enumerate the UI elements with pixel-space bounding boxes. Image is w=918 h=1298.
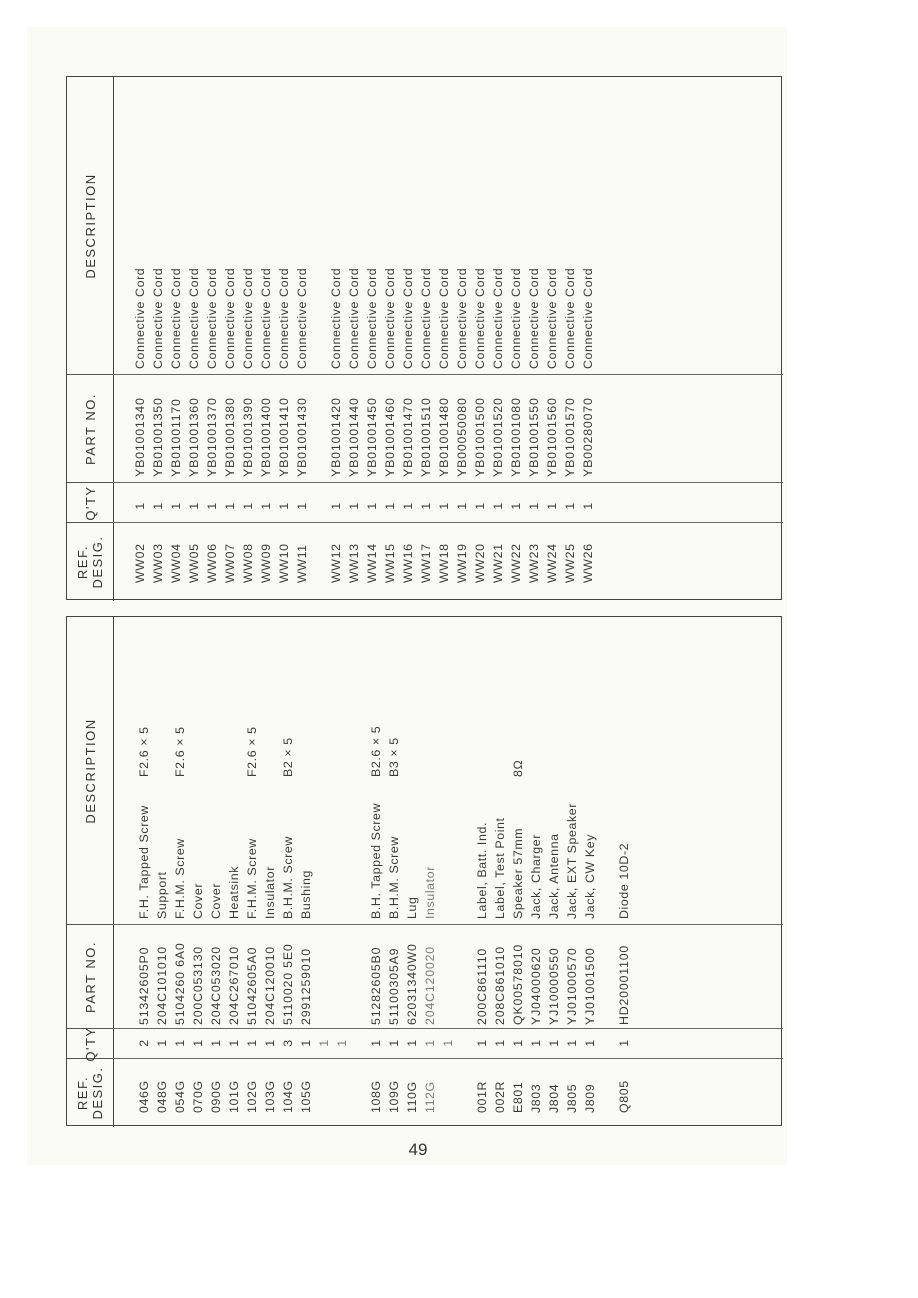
cell-qty: 1: [441, 1039, 455, 1047]
cell-qty: 1: [365, 502, 379, 510]
cell-ref: WW19: [455, 543, 469, 583]
cell-qty: 1: [295, 502, 309, 510]
table-row: [225, 617, 243, 1127]
table-row: [561, 77, 579, 601]
cell-desc: Connective Cord: [223, 267, 237, 369]
cell-desc: Connective Cord: [205, 267, 219, 369]
cell-part: 200C861110: [475, 947, 489, 1025]
cell-qty: 1: [151, 502, 165, 510]
cell-desc: Connective Cord: [241, 267, 255, 369]
cell-qty: 1: [437, 502, 451, 510]
cell-qty: 1: [545, 502, 559, 510]
cell-desc: Label, Batt. Ind.: [475, 822, 489, 919]
table-row: [525, 77, 543, 601]
table-row: [507, 77, 525, 601]
cell-ref: WW12: [329, 543, 343, 583]
cell-part: 62031340W0: [405, 943, 419, 1025]
cell-desc: F.H. Tapped Screw: [137, 805, 151, 919]
table-row: [203, 77, 221, 601]
cell-part: 204C120020: [423, 946, 437, 1025]
cell-ref: 112G: [423, 1081, 437, 1113]
cell-desc: Jack, EXT Speaker: [565, 802, 579, 919]
cell-desc: Insulator: [263, 866, 277, 919]
cell-desc: Connective Cord: [491, 267, 505, 369]
cell-desc: Cover: [209, 882, 223, 919]
table-row: [171, 617, 189, 1127]
header-qty: Q'TY: [67, 1028, 113, 1059]
table-row: [439, 617, 457, 1127]
cell-part: YB01001440: [347, 397, 361, 477]
header-description: DESCRIPTION: [82, 173, 98, 279]
cell-ref: WW13: [347, 543, 361, 583]
cell-part: 5104260 6A0: [173, 942, 187, 1025]
table-row: [315, 617, 333, 1127]
table-row: [527, 617, 545, 1127]
table-row: [453, 77, 471, 601]
cell-qty: 1: [299, 1039, 313, 1047]
cell-part: YB01001470: [401, 397, 415, 477]
table-body: [113, 617, 783, 1127]
cell-ref: WW21: [491, 543, 505, 583]
cell-ref: E801: [511, 1081, 525, 1113]
table-row: [385, 617, 403, 1127]
cell-desc: Connective Cord: [509, 267, 523, 369]
cell-qty: 1: [241, 502, 255, 510]
cell-ref: WW18: [437, 543, 451, 583]
cell-part: 2991259010: [299, 948, 313, 1025]
cell-ref: WW14: [365, 543, 379, 583]
cell-qty: 1: [565, 1039, 579, 1047]
header-ref-desig: REF. DESIG.: [67, 522, 113, 601]
cell-qty: 1: [259, 502, 273, 510]
page-number: 49: [408, 1140, 428, 1159]
cell-ref: WW05: [187, 543, 201, 583]
cell-desc: Connective Cord: [527, 267, 541, 369]
cell-part: YB01001520: [491, 397, 505, 477]
cell-qty: 1: [405, 1039, 419, 1047]
cell-qty: 3: [281, 1039, 295, 1047]
cell-part: YB00280070: [581, 397, 595, 477]
cell-desc: Connective Cord: [563, 267, 577, 369]
cell-ref: J804: [547, 1083, 561, 1113]
cell-ref: 105G: [299, 1080, 313, 1113]
cell-qty: 1: [529, 1039, 543, 1047]
cell-desc: Connective Cord: [383, 267, 397, 369]
table-row: [243, 617, 261, 1127]
cell-ref: 090G: [209, 1080, 223, 1113]
table-row: [367, 617, 385, 1127]
table-row: [257, 77, 275, 601]
table-row: [297, 617, 315, 1127]
table-row: [207, 617, 225, 1127]
table-row: [275, 77, 293, 601]
cell-desc: Connective Cord: [169, 267, 183, 369]
cell-part: YJ01000570: [565, 947, 579, 1025]
cell-qty: 1: [455, 502, 469, 510]
cell-part: 51342605P0: [137, 946, 151, 1025]
cell-part: 204C267010: [227, 946, 241, 1025]
cell-ref: WW04: [169, 543, 183, 583]
cell-part: YB00050080: [455, 397, 469, 477]
table-row: [491, 617, 509, 1127]
table-row: [189, 617, 207, 1127]
cell-qty: 1: [475, 1039, 489, 1047]
table-row: [333, 617, 351, 1127]
cell-ref: WW06: [205, 543, 219, 583]
cell-qty: 1: [383, 502, 397, 510]
cell-ref: 070G: [191, 1080, 205, 1113]
cell-desc: Cover: [191, 882, 205, 919]
cell-qty: 1: [263, 1039, 277, 1047]
cell-part: 204C053020: [209, 946, 223, 1025]
cell-qty: 1: [155, 1039, 169, 1047]
cell-qty: 1: [191, 1039, 205, 1047]
table-row: [279, 617, 297, 1127]
cell-part: YB01001350: [151, 397, 165, 477]
cell-ref: 110G: [405, 1081, 419, 1113]
cell-part: 51042605A0: [245, 946, 259, 1025]
cell-part: YB01001430: [295, 397, 309, 477]
cell-desc: Connective Cord: [419, 267, 433, 369]
cell-part: YB01001450: [365, 397, 379, 477]
table-row: [327, 77, 345, 601]
cell-desc: F.H.M. Screw: [245, 838, 259, 919]
cell-desc: B.H.M. Screw: [281, 836, 295, 919]
cell-part: 208C861010: [493, 946, 507, 1025]
table-row: [261, 617, 279, 1127]
table-row: [239, 77, 257, 601]
cell-desc: B.H.M. Screw: [387, 836, 401, 919]
cell-part: YB01001380: [223, 397, 237, 477]
cell-qty: 1: [387, 1039, 401, 1047]
cell-part: YB01001460: [383, 397, 397, 477]
cell-ref: J809: [583, 1083, 597, 1113]
table-row: [543, 77, 561, 601]
table-row: [399, 77, 417, 601]
cell-desc: Jack, CW Key: [583, 834, 597, 919]
cell-qty: 1: [617, 1039, 631, 1047]
cell-spec: F2.6 × 5: [173, 726, 187, 777]
cell-spec: 8Ω: [511, 759, 525, 777]
cell-ref: WW25: [563, 543, 577, 583]
cell-ref: 001R: [475, 1080, 489, 1113]
cell-desc: Bushing: [299, 870, 313, 919]
cell-part: YB01001410: [277, 397, 291, 477]
table-row: [153, 617, 171, 1127]
cell-part: 204C101010: [155, 946, 169, 1025]
cell-part: YB01001510: [419, 397, 433, 477]
cell-desc: Connective Cord: [151, 267, 165, 369]
cell-desc: Support: [155, 871, 169, 919]
cell-ref: WW03: [151, 543, 165, 583]
cell-desc: Diode 10D-2: [617, 842, 631, 919]
header-qty: Q'TY: [67, 482, 113, 523]
cell-qty: 2: [137, 1039, 151, 1047]
cell-part: YJ04000620: [529, 947, 543, 1025]
table-row: [403, 617, 421, 1127]
cell-ref: 103G: [263, 1080, 277, 1113]
table-row: [363, 77, 381, 601]
cell-qty: 1: [369, 1039, 383, 1047]
table-row: [473, 617, 491, 1127]
cell-qty: 1: [547, 1039, 561, 1047]
cell-qty: 1: [583, 1039, 597, 1047]
cell-qty: 1: [133, 502, 147, 510]
cell-part: HD20001100: [617, 944, 631, 1025]
cell-ref: WW24: [545, 543, 559, 583]
cell-spec: B3 × 5: [387, 737, 401, 777]
cell-ref: 102G: [245, 1080, 259, 1113]
cell-ref: 054G: [173, 1080, 187, 1113]
cell-part: YJ01001500: [583, 947, 597, 1025]
cell-desc: Heatsink: [227, 865, 241, 919]
table-header: [67, 617, 114, 1127]
cell-part: YB01001170: [169, 398, 183, 477]
cell-qty: 1: [511, 1039, 525, 1047]
cell-part: YB01001400: [259, 397, 273, 477]
table-row: [417, 77, 435, 601]
cell-ref: WW20: [473, 543, 487, 583]
cell-desc: Connective Cord: [473, 267, 487, 369]
table-row: [293, 77, 311, 601]
cell-ref: WW07: [223, 543, 237, 583]
cell-qty: 1: [563, 502, 577, 510]
cell-part: 51282605B0: [369, 946, 383, 1025]
table-row: [131, 77, 149, 601]
header-ref-desig: REF. DESIG.: [67, 1058, 113, 1127]
cell-spec: F2.6 × 5: [137, 726, 151, 777]
cell-ref: J803: [529, 1083, 543, 1113]
cell-desc: Connective Cord: [365, 267, 379, 369]
table-row: [381, 77, 399, 601]
cell-desc: Connective Cord: [401, 267, 415, 369]
cell-desc: Connective Cord: [347, 267, 361, 369]
cell-desc: Connective Cord: [133, 267, 147, 369]
cell-desc: Label, Test Point: [493, 817, 507, 919]
cell-qty: 1: [209, 1039, 223, 1047]
cell-qty: 1: [401, 502, 415, 510]
cell-ref: 046G: [137, 1080, 151, 1113]
cell-qty: 1: [581, 502, 595, 510]
cell-desc: Jack, Charger: [529, 834, 543, 919]
cell-qty: 1: [205, 502, 219, 510]
cell-ref: 108G: [369, 1080, 383, 1113]
cell-ref: WW11: [295, 544, 309, 583]
cell-spec: F2.6 × 5: [245, 726, 259, 777]
cell-qty: 1: [169, 502, 183, 510]
table-row: [509, 617, 527, 1127]
table-row: [135, 617, 153, 1127]
cell-part: 5110020 5E0: [281, 943, 295, 1025]
cell-qty: 1: [317, 1039, 331, 1047]
cell-ref: J805: [565, 1083, 579, 1113]
cell-qty: 1: [493, 1039, 507, 1047]
cell-desc: Connective Cord: [329, 267, 343, 369]
table-row: [545, 617, 563, 1127]
table-row: [615, 617, 633, 1127]
table-row: [167, 77, 185, 601]
cell-qty: 1: [277, 502, 291, 510]
cell-desc: Connective Cord: [187, 267, 201, 369]
cell-part: YB01001570: [563, 397, 577, 477]
cell-ref: 002R: [493, 1080, 507, 1113]
cell-part: YB01001360: [187, 397, 201, 477]
cell-desc: Connective Cord: [277, 267, 291, 369]
table-row: [345, 77, 363, 601]
cell-spec: B2 × 5: [281, 737, 295, 777]
cell-qty: 1: [491, 502, 505, 510]
cell-qty: 1: [527, 502, 541, 510]
header-part-no: PART NO.: [67, 374, 113, 483]
cell-part: QK00578010: [511, 943, 525, 1025]
table-row: [579, 77, 597, 601]
cell-qty: 1: [173, 1039, 187, 1047]
cell-desc: F.H.M. Screw: [173, 838, 187, 919]
cell-spec: B2.6 × 5: [369, 725, 383, 777]
cell-ref: 101G: [227, 1080, 241, 1113]
cell-qty: 1: [329, 502, 343, 510]
cell-ref: WW02: [133, 543, 147, 583]
cell-part: YB01001420: [329, 397, 343, 477]
table-row: [421, 617, 439, 1127]
table-row: [221, 77, 239, 601]
cell-qty: 1: [245, 1039, 259, 1047]
cell-part: YB01001480: [437, 397, 451, 477]
table-row: [581, 617, 599, 1127]
cell-part: 200C053130: [191, 946, 205, 1025]
cell-desc: Lug: [405, 896, 419, 919]
cell-qty: 1: [419, 502, 433, 510]
cell-part: YB01001390: [241, 397, 255, 477]
cell-part: YB01001560: [545, 397, 559, 477]
cell-ref: WW22: [509, 543, 523, 583]
cell-desc: Jack, Antenna: [547, 833, 561, 919]
cell-desc: B.H. Tapped Screw: [369, 802, 383, 919]
cell-part: YB01001550: [527, 397, 541, 477]
table-body: [113, 77, 783, 601]
table-row: [185, 77, 203, 601]
cell-ref: WW09: [259, 543, 273, 583]
cell-ref: WW23: [527, 543, 541, 583]
cell-qty: 1: [509, 502, 523, 510]
cell-ref: WW17: [419, 543, 433, 583]
cell-ref: WW26: [581, 543, 595, 583]
cell-ref: WW16: [401, 543, 415, 583]
cell-qty: 1: [187, 502, 201, 510]
table-row: [563, 617, 581, 1127]
cell-part: 204C120010: [263, 946, 277, 1025]
cell-desc: Connective Cord: [295, 267, 309, 369]
cell-ref: Q805: [617, 1080, 631, 1113]
cell-part: YB01001080: [509, 397, 523, 477]
parts-table-right: [66, 76, 782, 600]
cell-ref: 109G: [387, 1080, 401, 1113]
cell-qty: 1: [423, 1039, 437, 1047]
cell-desc: Connective Cord: [437, 267, 451, 369]
cell-ref: WW08: [241, 543, 255, 583]
table-row: [435, 77, 453, 601]
cell-ref: WW10: [277, 543, 291, 583]
header-part-no: PART NO.: [67, 924, 113, 1029]
cell-ref: 048G: [155, 1080, 169, 1113]
cell-qty: 1: [347, 502, 361, 510]
cell-qty: 1: [335, 1039, 349, 1047]
table-header: [67, 77, 114, 601]
cell-desc: Insulator: [423, 866, 437, 919]
cell-desc: Connective Cord: [581, 267, 595, 369]
cell-qty: 1: [223, 502, 237, 510]
cell-part: YB01001370: [205, 397, 219, 477]
cell-desc: Connective Cord: [455, 267, 469, 369]
parts-table-left: [66, 616, 782, 1126]
cell-ref: 104G: [281, 1080, 295, 1113]
cell-desc: Connective Cord: [545, 267, 559, 369]
cell-desc: Connective Cord: [259, 267, 273, 369]
cell-part: YB01001340: [133, 397, 147, 477]
cell-qty: 1: [473, 502, 487, 510]
cell-part: YB01001500: [473, 397, 487, 477]
cell-part: 51100305A9: [387, 947, 401, 1025]
cell-desc: Speaker 57mm: [511, 827, 525, 919]
table-row: [489, 77, 507, 601]
cell-part: YJ10000550: [547, 947, 561, 1025]
header-description: DESCRIPTION: [82, 718, 98, 824]
cell-ref: WW15: [383, 543, 397, 583]
cell-qty: 1: [227, 1039, 241, 1047]
table-row: [471, 77, 489, 601]
table-row: [149, 77, 167, 601]
